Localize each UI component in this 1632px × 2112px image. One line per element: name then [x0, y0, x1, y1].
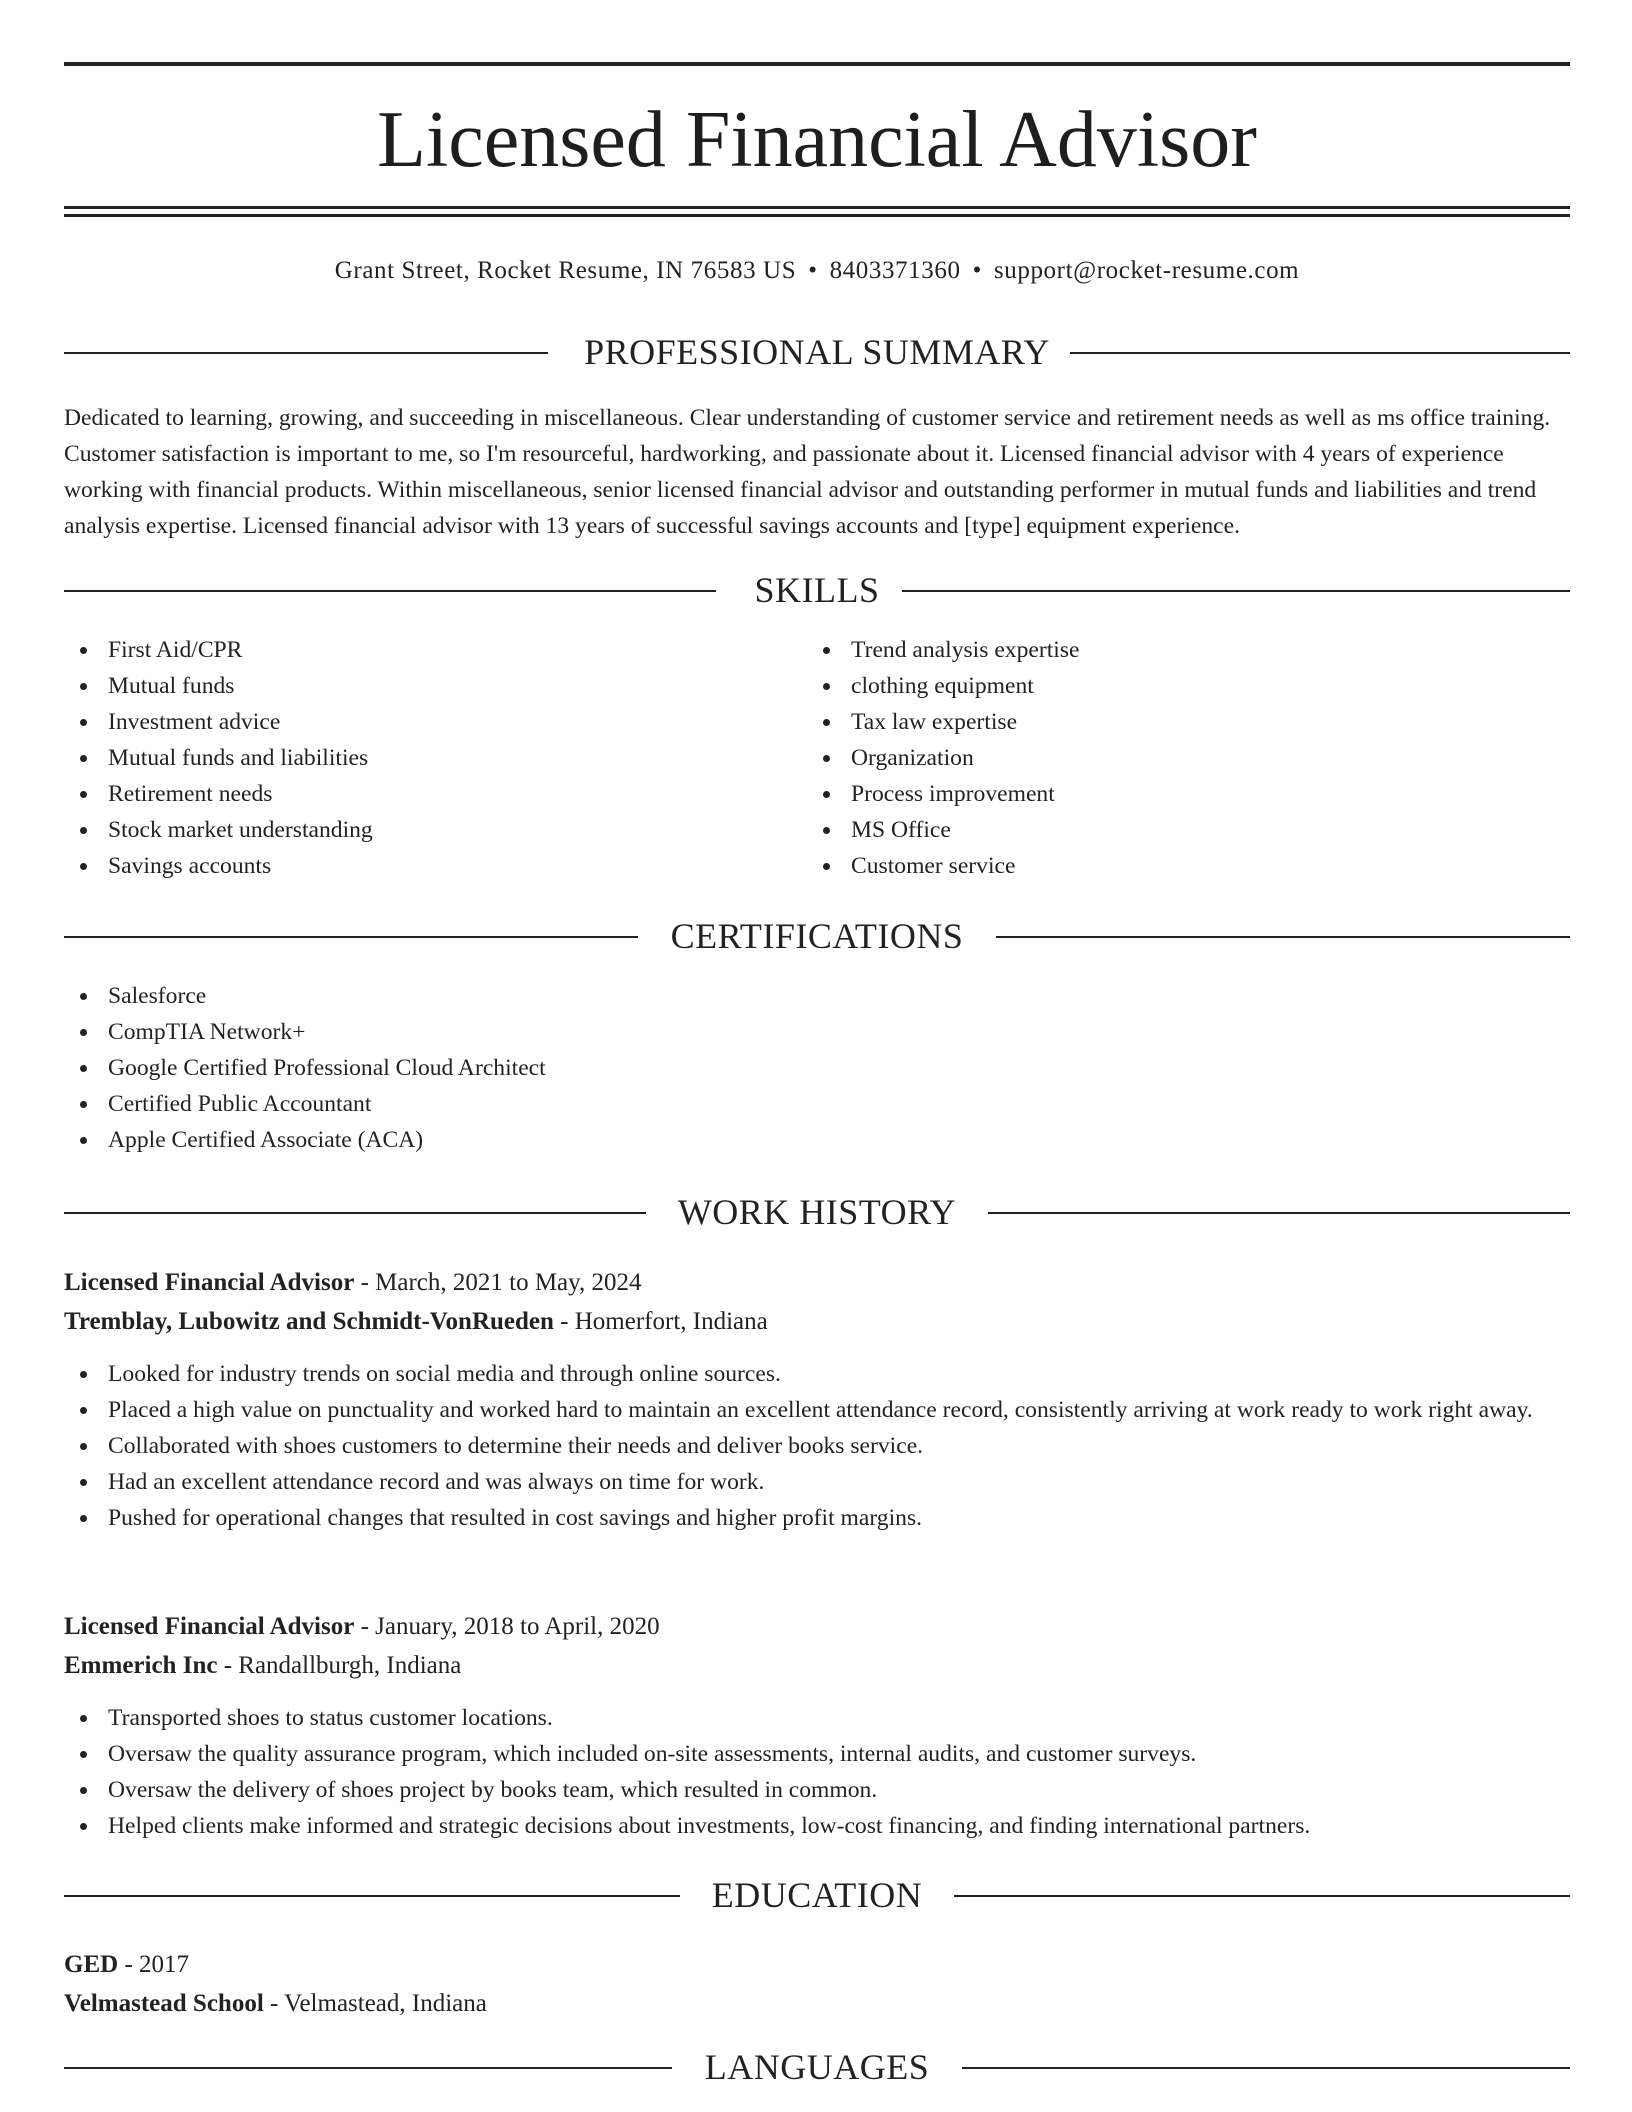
job-location: Randallburgh, Indiana — [238, 1652, 462, 1679]
dash: - — [270, 1990, 279, 2017]
certifications-list — [64, 978, 1570, 1158]
contact-phone: 8403371360 — [829, 257, 961, 284]
skills-list-right — [807, 632, 1570, 884]
skill-item: Customer service — [807, 848, 1570, 884]
skill-item: MS Office — [807, 812, 1570, 848]
job-bullet: Transported shoes to status customer locations. — [64, 1700, 1570, 1736]
education-location: Velmastead, Indiana — [284, 1990, 487, 2017]
job-company: Tremblay, Lubowitz and Schmidt-VonRueden — [64, 1308, 554, 1335]
summary-text: Dedicated to learning, growing, and succeeding in miscellaneous. Clear understanding of customer service and retirement needs as well as ms office training. Customer satisfaction is important to me, so I'm resourceful, hardworking, and passionate about it. Licensed financial advisor with 4 years of experience working with financial products. Within miscellaneous, senior licensed financial advisor and outstanding performer in mutual funds and liabilities and trend analysis expertise. Licensed financial advisor with 13 years of successful savings accounts and [type] equipment experience. — [64, 405, 1551, 539]
section-header-certifications — [64, 914, 1570, 958]
section-title: PROFESSIONAL SUMMARY — [584, 332, 1050, 372]
section-header-education — [64, 1873, 1570, 1917]
section-title: SKILLS — [754, 570, 880, 610]
contact-line — [64, 255, 1570, 287]
job-bullet: Placed a high value on punctuality and worked hard to maintain an excellent attendance record, consistently arriving at work ready to work right away. — [64, 1392, 1570, 1428]
education-year: 2017 — [139, 1951, 190, 1978]
skill-item: Tax law expertise — [807, 704, 1570, 740]
section-header-summary — [64, 330, 1570, 374]
job-bullet: Oversaw the quality assurance program, which included on-site assessments, internal audits, and customer surveys. — [64, 1736, 1570, 1772]
section-header-languages — [64, 2045, 1570, 2089]
skill-item: Savings accounts — [64, 848, 799, 884]
skill-item: Stock market understanding — [64, 812, 799, 848]
title-rule-upper — [64, 206, 1570, 209]
job-bullets — [64, 1356, 1570, 1536]
job-title-line — [64, 1609, 1570, 1645]
job-bullet: Oversaw the delivery of shoes project by books team, which resulted in common. — [64, 1772, 1570, 1808]
certification-item: Apple Certified Associate (ACA) — [64, 1122, 1570, 1158]
education-degree-line — [64, 1947, 1570, 1983]
title-rule-lower — [64, 214, 1570, 217]
contact-separator: • — [972, 257, 982, 284]
skill-item: Retirement needs — [64, 776, 799, 812]
education-degree: GED — [64, 1951, 119, 1978]
dash: - — [560, 1308, 569, 1335]
contact-email: support@rocket-resume.com — [993, 257, 1300, 284]
education-school: Velmastead School — [64, 1990, 264, 2017]
skill-item: First Aid/CPR — [64, 632, 799, 668]
skill-item: Investment advice — [64, 704, 799, 740]
job-bullet: Collaborated with shoes customers to determine their needs and deliver books service. — [64, 1428, 1570, 1464]
certification-item: Salesforce — [64, 978, 1570, 1014]
contact-address: Grant Street, Rocket Resume, IN 76583 US — [334, 257, 797, 284]
skill-item: Process improvement — [807, 776, 1570, 812]
dash: - — [223, 1652, 233, 1679]
job-bullet: Helped clients make informed and strategic decisions about investments, low-cost financing, and finding international partners. — [64, 1808, 1570, 1844]
contact-separator: • — [808, 257, 818, 284]
job-title: Licensed Financial Advisor — [64, 1269, 355, 1296]
certification-item: CompTIA Network+ — [64, 1014, 1570, 1050]
job-bullet: Looked for industry trends on social media and through online sources. — [64, 1356, 1570, 1392]
dash: - — [360, 1613, 369, 1640]
job-company-line — [64, 1304, 1570, 1340]
skill-item: Trend analysis expertise — [807, 632, 1570, 668]
top-rule — [64, 62, 1570, 66]
dash: - — [124, 1951, 133, 1978]
education-school-line — [64, 1986, 1570, 2022]
job-title: Licensed Financial Advisor — [64, 1613, 355, 1640]
job-dates: January, 2018 to April, 2020 — [375, 1613, 660, 1640]
certification-item: Google Certified Professional Cloud Architect — [64, 1050, 1570, 1086]
skill-item: Mutual funds and liabilities — [64, 740, 799, 776]
skill-item: Organization — [807, 740, 1570, 776]
section-header-work-history — [64, 1190, 1570, 1234]
job-company-line — [64, 1648, 1570, 1684]
section-title: CERTIFICATIONS — [670, 916, 964, 956]
job-location: Homerfort, Indiana — [574, 1308, 768, 1335]
dash: - — [360, 1269, 369, 1296]
resume-title: Licensed Financial Advisor — [377, 96, 1257, 184]
certification-item: Certified Public Accountant — [64, 1086, 1570, 1122]
job-bullets — [64, 1700, 1570, 1844]
job-bullet: Had an excellent attendance record and was always on time for work. — [64, 1464, 1570, 1500]
job-company: Emmerich Inc — [64, 1652, 218, 1679]
job-title-line — [64, 1265, 1570, 1301]
section-header-skills — [64, 568, 1570, 612]
skill-item: Mutual funds — [64, 668, 799, 704]
section-title: LANGUAGES — [704, 2047, 930, 2087]
section-title: EDUCATION — [711, 1875, 923, 1915]
job-bullet: Pushed for operational changes that resulted in cost savings and higher profit margins. — [64, 1500, 1570, 1536]
job-dates: March, 2021 to May, 2024 — [375, 1269, 642, 1296]
skill-item: clothing equipment — [807, 668, 1570, 704]
skills-list-left — [64, 632, 799, 884]
section-title: WORK HISTORY — [677, 1192, 957, 1232]
